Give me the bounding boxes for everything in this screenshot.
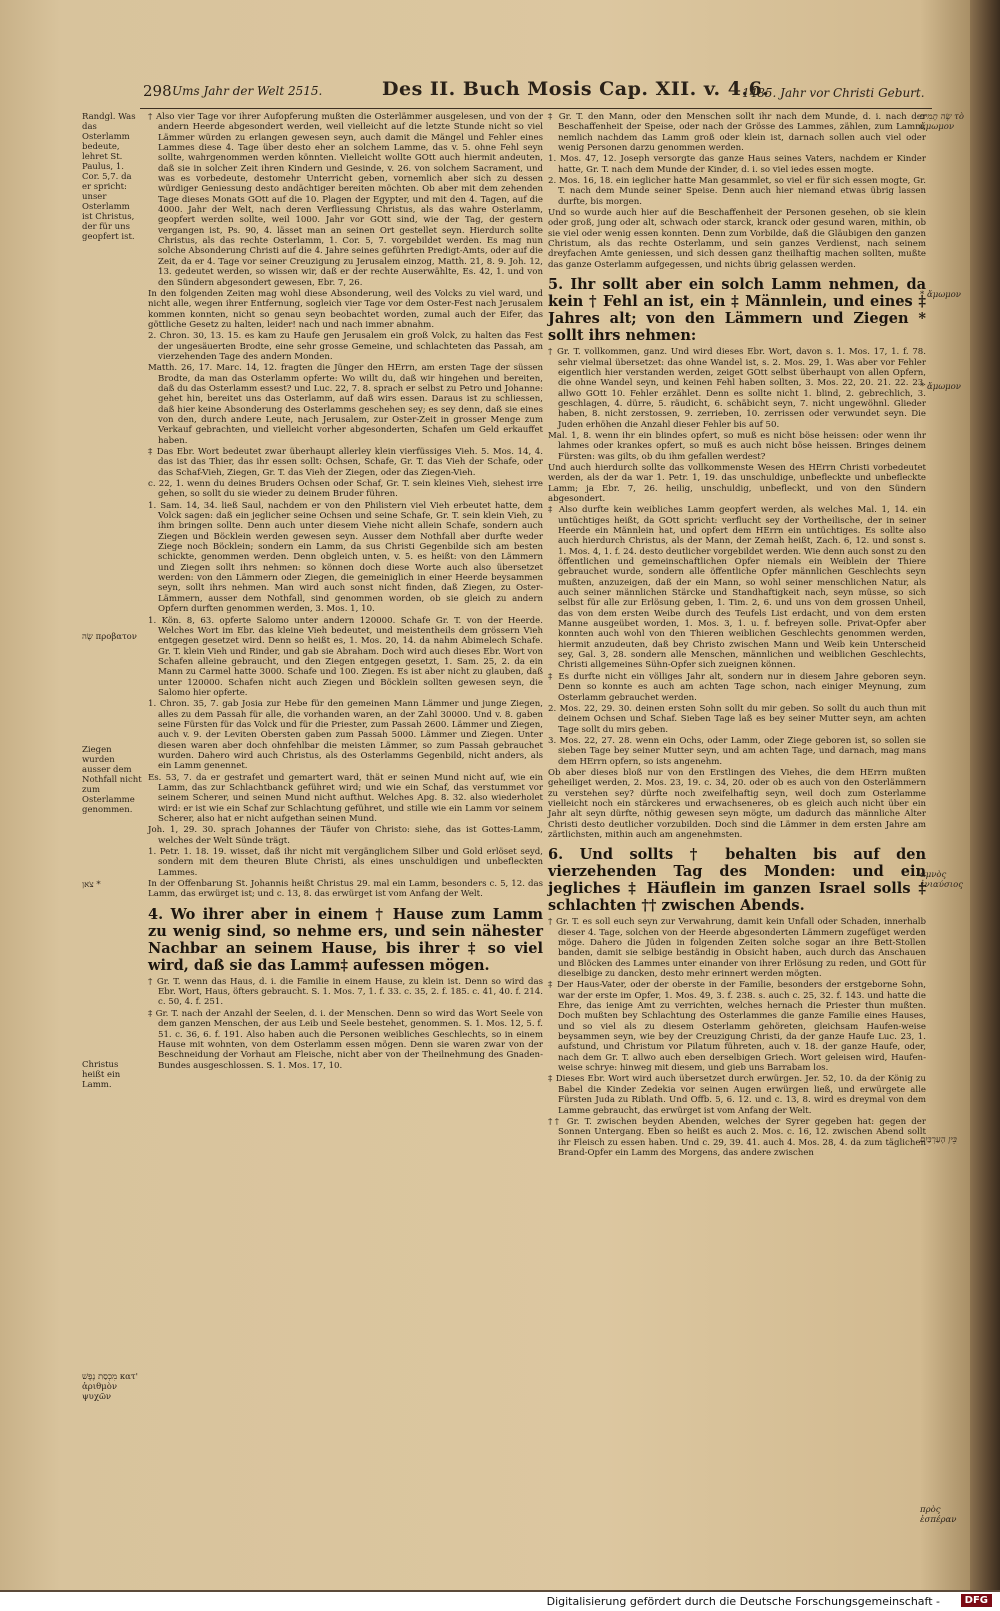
paragraph: † Also vier Tage vor ihrer Aufopferung mußten die Osterlämmer ausgelesen, und von der andern Heerde abgesondert werden, weil vielleicht auf die letzte Stunde nicht so viel Lämmer würden zu erlangen gewesen seyn, auch damit die Mängel und Fehler eines Lammes diese 4. Tage über desto eher an solchem Lamme, das v. 5. ohne Fehl seyn sollte, wahrgenommen werden könnten. Vielleicht wollte GOtt auch hiermit andeuten, daß sie in solcher Zeit ihren Kindern und Gesinde, v. 26. von solchem Sacrament, und was es vorbedeute, destomehr Unterricht geben, vornemlich aber sich zu dessen würdiger Geniessung desto andächtiger bereiten möchten. Ob aber mit dem zehenden Tage dieses Monats GOtt auf die 10. Plagen der Egypter, und mit den 4. Tagen, auf die 4000. Jahr der Welt, nach deren Verfliessung Christus, als das wahre Osterlamm, geopfert werden sollte, weil 1000. Jahr vor GOtt sind, wie der Tag, der gestern vergangen ist, Ps. 90, 4. lässet man an seinen Ort gestellet seyn. Hierdurch sollte Christus, als das rechte Osterlamm, 1. Cor. 5, 7. vorgebildet werden. Es mag nun solche Absonderung Christi auf die 4. Jahre seines geführten Predigt-Amts, oder auf die Zeit, da er 4. Tage vor seiner Creuzigung zu Jerusalem einzog, Matth. 21, 8. 9. Joh. 12, 13. gedeutet werden, so wissen wir, daß er der rechte Auserwählte, Es. 42, 1. und von den Sündern abgesondert gewesen, Ebr. 7, 26.: [148, 112, 543, 288]
digitization-footer: [0, 1592, 1000, 1611]
page-number: 298: [143, 82, 172, 100]
verse-heading: 6. Und sollts † behalten bis auf den vierzehenden Tag des Monden: und ein jegliches ‡ Häuflein im ganzen Israel solls ‡ schlachten †† zwischen Abends.: [548, 846, 926, 915]
margin-note-right: πρὸς ἑσπέραν: [920, 1505, 957, 1525]
paragraph: 1. Mos. 47, 12. Joseph versorgte das ganze Haus seines Vaters, nachdem er Kinder hatte, Gr. T. nach dem Munde der Kinder, d. i. so viel iedes essen mogte.: [548, 154, 926, 175]
paragraph: Es. 53, 7. da er gestrafet und gemartert ward, thät er seinen Mund nicht auf, wie ein Lamm, das zur Schlachtbanck geführet wird; und wie ein Schaf, das verstummet vor seinem Scherer, und seinen Mund nicht aufthut. Welches Apg. 8. 32. also wiederholet wird: er ist wie ein Schaf zur Schlachtung geführet, und stille wie ein Lamm vor seinem Scherer, also hat er nicht aufgethan seinen Mund.: [148, 772, 543, 825]
paragraph: ‡ Gr. T. den Mann, oder den Menschen sollt ihr nach dem Munde, d. i. nach der Beschaffenheit der Speise, oder nach der Grösse des Lammes, zählen, zum Lamm, nemlich nachdem das Lamm groß oder klein ist, darnach sollen auch viel oder wenig Personen darzu genommen werden.: [548, 112, 926, 154]
footer-text: Digitalisierung gefördert durch die Deutsche Forschungsgemeinschaft -: [546, 1595, 940, 1608]
paragraph: ‡ Gr. T. nach der Anzahl der Seelen, d. i. der Menschen. Denn so wird das Wort Seele von dem ganzen Menschen, der aus Leib und Seele bestehet, genommen. S. 1. Mos. 12, 5. f. 51. c. 36, 6. f. 191. Also haben auch die Personen weibliches Geschlechts, so in einem Hause mit wohnten, von dem Osterlamm essen mögen. Denn sie waren zwar von der Beschneidung der Vorhaut am Fleische, nicht aber von der Theilnehmung des Gnaden-Bundes ausgeschlossen. S. 1. Mos. 17, 10.: [148, 1008, 543, 1071]
paragraph: ‡ Das Ebr. Wort bedeutet zwar überhaupt allerley klein vierfüssiges Vieh. 5. Mos. 14, 4. das ist das Thier, das ihr essen sollt: Ochsen, Schafe, Gr. T. das Vieh der Schafe, oder das Schaf-Vieh, Ziegen, Gr. T. das Vieh der Ziegen, oder das Ziegen-Vieh.: [148, 447, 543, 478]
header-rule: [140, 108, 932, 109]
paragraph: 2. Mos. 16, 18. ein ieglicher hatte Man gesammlet, so viel er für sich essen mogte, Gr. T. nach dem Munde seiner Speise. Denn auch hier niemand etwas übrig lassen durfte, bis morgen.: [548, 176, 926, 207]
paragraph: In den folgenden Zeiten mag wohl diese Absonderung, weil des Volcks zu viel ward, und nicht alle, wegen ihrer Entfernung, sogleich vier Tage vor dem Oster-Fest nach Jerusalem kommen konnten, nicht so genau seyn beobachtet worden, zumal auch der Eifer, das göttliche Gesetz zu halten, leider! nach und nach immer abnahm.: [148, 288, 543, 330]
year-world: Ums Jahr der Welt 2515.: [172, 84, 323, 98]
paragraph: 2. Mos. 22, 29. 30. deinen ersten Sohn sollt du mir geben. So sollt du auch thun mit deinem Ochsen und Schaf. Sieben Tage laß es bey seiner Mutter seyn, am achten Tage sollt du mirs geben.: [548, 703, 926, 735]
paragraph: ‡ Es durfte nicht ein völliges Jahr alt, sondern nur in diesem Jahre geboren seyn. Denn so konnte es auch am achten Tage schon, nach einiger Meynung, zum Osterlamm gebrauchet werden.: [548, 671, 926, 703]
paragraph: † Gr. T. vollkommen, ganz. Und wird dieses Ebr. Wort, davon s. 1. Mos. 17, 1. f. 78. sehr vielmal übersetzet: das ohne Wandel ist, s. 2. Mos. 29, 1. Was aber vor Fehler eigentlich hier verstanden werden, zeiget GOtt selbst überhaupt von allen Opfern, die ohne Wandel seyn, und keinen Fehl haben sollten, 3. Mos. 22, 20. 21. 22. 23. allwo GOtt 10. Fehler erzählet. Denn es sollte nicht 1. blind, 2. gebrechlich, 3. geschlagen, 4. dürre, 5. räudicht, 6. schäbicht seyn, 7. nicht ungewöhnl. Glieder haben, 8. nicht zerstossen, 9. zerrieben, 10. zerrissen oder verwundet seyn. Die Juden erhöhen die Anzahl dieser Fehler bis auf 50.: [548, 347, 926, 430]
margin-note-left: Christus heißt ein Lamm.: [82, 1060, 121, 1090]
paragraph: ‡ Der Haus-Vater, oder der oberste in der Familie, besonders der erstgeborne Sohn, war der erste im Opfer, 1. Mos. 49, 3. f. 238. s. auch c. 25, 32. f. 143. und hatte die Ehre, das ienige Amt zu verrichten, welches hernach die Priester thun mußten. Doch mußten bey Schlachtung des Osterlammes die ganze Familie eines Hauses, und so viel als zu diesem Osterlamm gehöreten, gleichsam Haufen-weise beysammen seyn, wie bey der Creuzigung Christi, da der ganze Haufe Luc. 23, 1. aufstund, und Christum vor Pilatum führeten, auch v. 18. der ganze Haufe, oder, nach dem Gr. T. allwo auch eben derselbigen Griech. Wort geleisen wird, Haufen-weise schrye: hinweg mit diesem, und gieb uns Barrabam los.: [548, 980, 926, 1074]
margin-note-right: * ἄμωμον: [920, 382, 961, 392]
paragraph: ‡ Also durfte kein weibliches Lamm geopfert werden, als welches Mal. 1, 14. ein untüchtiges heißt, da GOtt spricht: verflucht sey der Vortheilische, der in seiner Heerde ein Männlein hat, und opfert dem HErrn ein untüchtiges. Es sollte also auch hierdurch Christus, als der Mann, der Zemah heißt, Zach. 6, 12. und sonst s. 1. Mos. 4, 1. f. 24. desto deutlicher vorgebildet werden. Wie denn auch sonst zu den öffentlichen und gemeinschaftlichen Opfer niemals ein Weiblein der Thiere gebrauchet wurde, sondern alle öffentliche Opfer männlichen Geschlechts seyn mußten, anzuzeigen, daß der ein Mann, so wohl seiner menschlichen Natur, als auch seiner männlichen Stärcke und Standhaftigkeit nach, seyn müsse, so sich selbst für alle zur Erlösung geben, 1. Tim. 2, 6. und uns von dem grossen Unheil, das von dem ersten Weibe durch des Teufels List erdacht, und von dem ersten Manne ausgeübet worden, 1. Mos. 3, 1. u. f. befreyen solle. Privat-Opfer aber konnten auch wohl von den Thieren weiblichen Geschlechts genommen werden, hiermit anzudeuten, daß bey Christo zwischen Mann und Weib kein Unterscheid sey, Gal. 3, 28. sondern alle Menschen, männlichen und weiblichen Geschlechts, Christi allgemeines Sühn-Opfer sich zueignen können.: [548, 505, 926, 671]
paragraph: Joh. 1, 29. 30. sprach Johannes der Täufer von Christo: siehe, das ist Gottes-Lamm, welches der Welt Sünde trägt.: [148, 825, 543, 846]
verse-heading: 4. Wo ihrer aber in einem † Hause zum Lamm zu wenig sind, so nehme ers, und sein nähester Nachbar an seinem Hause, bis ihrer ‡ so viel wird, daß sie das Lamm‡ aufessen mögen.: [148, 905, 543, 974]
verse-heading: 5. Ihr sollt aber ein solch Lamm nehmen, da kein † Fehl an ist, ein ‡ Männlein, und eines ‡ Jahres alt; von den Lämmern und Ziegen * sollt ihrs nehmen:: [548, 276, 926, 345]
paragraph: In der Offenbarung St. Johannis heißt Christus 29. mal ein Lamm, besonders c. 5, 12. das Lamm, das erwürget ist; und c. 13, 8. das erwürget ist vom Anfang der Welt.: [148, 879, 543, 900]
book-spine: [970, 0, 1000, 1590]
paragraph: 1. Kön. 8, 63. opferte Salomo unter andern 120000. Schafe Gr. T. von der Heerde. Welches Wort im Ebr. das kleine Vieh bedeutet, und meistentheils dem grössern Vieh entgegen gesetzet wird. Denn so heißt es, 1. Mos. 20, 14. da nahm Abimelech Schafe. Gr. T. klein Vieh und Rinder, und gab sie Abraham. Doch wird auch dieses Ebr. Wort von Schafen alleine gebraucht, und den Ziegen entgegen gesetzt, 1. Sam. 25, 2. da ein Mann zu Carmel hatte 3000. Schafe und 100. Ziegen. Es ist aber nicht zu glauben, daß unter 120000. Schafen nicht auch Ziegen und Böcklein sollten gewesen seyn, die Salomo hier opferte.: [148, 615, 543, 698]
margin-note-left: שֶׂה προβατον: [82, 632, 137, 642]
margin-note-right: ἀμνὸς ἐνιαύσιος: [920, 870, 963, 890]
paragraph: 3. Mos. 22, 27. 28. wenn ein Ochs, oder Lamm, oder Ziege geboren ist, so sollen sie sieben Tage bey seiner Mutter seyn, und am achten Tage, und darnach, mag mans dem HErrn opfern, so ists angenehm.: [548, 735, 926, 767]
margin-note-right: שֶׂה תָמִים τὸ ἄμωμον: [920, 112, 964, 132]
paragraph: Ob aber dieses bloß nur von den Erstlingen des Viehes, die dem HErrn mußten geheiliget werden, 2. Mos. 23, 19. c. 34, 20. oder ob es auch von den Osterlämmern zu verstehen sey? dürfte noch zweifelhaftig seyn, weil doch zum Osterlamme vielleicht noch ein stärckeres und erwachseneres, ob es gleich auch nicht über ein Jahr alt seyn dürfte, nöthig gewesen seyn mögte, um dadurch das männliche Alter Christi desto deutlicher vorzubilden. Doch sind die Lämmer in dem ersten Jahre am zärtlichsten, mithin auch am angenehmsten.: [548, 767, 926, 840]
paragraph: Mal. 1, 8. wenn ihr ein blindes opfert, so muß es nicht böse heissen: oder wenn ihr lahmes oder krankes opfert, so muß es auch nicht böse heissen. Bringes deinem Fürsten: was gilts, ob du ihm gefallen werdest?: [548, 430, 926, 462]
dfg-logo: DFG: [961, 1594, 992, 1607]
paragraph: †† Gr. T. zwischen beyden Abenden, welches der Syrer gegeben hat: gegen der Sonnen Untergang. Eben so heißt es auch 2. Mos. c. 16, 12. zwischen Abend sollt ihr Fleisch zu essen haben. Und c. 29, 39. 41. auch 4. Mos. 28, 4. da zum täglichen Brand-Opfer ein Lamm des Morgens, das andere zwischen: [548, 1116, 926, 1158]
paragraph: ‡ Dieses Ebr. Wort wird auch übersetzet durch erwürgen. Jer. 52, 10. da der König zu Babel die Kinder Zedekia vor seinen Augen erwürgen ließ, und erwürgete alle Fürsten Juda zu Riblath. Und Offb. 5, 6. 12. und c. 13, 8. wird es dreymal von dem Lamme gebraucht, das erwürget ist vom Anfang der Welt.: [548, 1074, 926, 1116]
paragraph: Und auch hierdurch sollte das vollkommenste Wesen des HErrn Christi vorbedeutet werden, als der da war 1. Petr. 1, 19. das unschuldige, unbefleckte und unbefleckte Lamm; ja Ebr. 7, 26. heilig, unschuldig, unbefleckt, und von den Sündern abgesondert.: [548, 462, 926, 504]
margin-note-right: בֵּין הָעַרְבַּיִם: [920, 1135, 957, 1145]
right-column: [548, 112, 926, 1159]
running-header: [0, 78, 1000, 108]
margin-note-right: * ἄμωμον: [920, 290, 961, 300]
paragraph: † Gr. T. wenn das Haus, d. i. die Familie in einem Hause, zu klein ist. Denn so wird das Ebr. Wort, Haus, öfters gebraucht. S. 1. Mos. 7, 1. f. 33. c. 35, 2. f. 185. c. 41, 40. f. 214. c. 50, 4. f. 251.: [148, 976, 543, 1008]
paragraph: 1. Sam. 14, 34. ließ Saul, nachdem er von den Philistern viel Vieh erbeutet hatte, dem Volck sagen: daß ein jeglicher seine Ochsen und seine Schafe, Gr. T. sein klein Vieh, zu ihm bringen sollte. Denn auch unter diesem Viehe nicht allein Schafe, sondern auch Ziegen und Böcklein werden gewesen seyn. Ausser dem Nothfall aber durfte weder Ziege noch Böcklein; sondern ein Lamm, da sus Christi Gegenbilde sich am besten schickte, genommen werden. Denn obgleich unten, v. 5. es heißt: von den Lämmern und Ziegen sollt ihrs nehmen: so können doch diese Worte auch also übersetzet werden: von den Lämmern oder Ziegen, die gemeiniglich in einer Heerde beysammen seyn, sollt ihrs nehmen. Man wird auch sonst nicht finden, daß Ziegen, zu Oster-Lämmern, ausser dem Nothfall, sind genommen worden, ob sie gleich zu andern Opfern durften genommen werden, 3. Mos. 1, 10.: [148, 500, 543, 615]
margin-note-left: Randgl. Was das Osterlamm bedeute, lehret St. Paulus, 1. Cor. 5,7. da er spricht: unser Osterlamm ist Christus, der für uns geopfert ist.: [82, 112, 136, 242]
margin-note-left: צֹאן *: [82, 880, 101, 890]
page-title: Des II. Buch Mosis Cap. XII. v. 4.6.: [382, 78, 770, 100]
paragraph: 2. Chron. 30, 13. 15. es kam zu Haufe gen Jerusalem ein groß Volck, zu halten das Fest der ungesäuerten Brodte, eine sehr grosse Gemeine, und schlachteten das Passah, am vierzehenden Tage des andern Monden.: [148, 331, 543, 362]
paragraph: c. 22, 1. wenn du deines Bruders Ochsen oder Schaf, Gr. T. sein kleines Vieh, siehest irre gehen, so sollt du sie wieder zu deinem Bruder führen.: [148, 479, 543, 500]
paragraph: Matth. 26, 17. Marc. 14, 12. fragten die Jünger den HErrn, am ersten Tage der süssen Brodte, da man das Osterlamm opferte: Wo willt du, daß wir hingehen und bereiten, daß du das Osterlamm essest? und Luc. 22, 7. 8. sprach er selbst zu Petro und Johanne: gehet hin, bereitet uns das Osterlamm, auf daß wirs essen. Daraus ist zu schliessen, daß hier keine Absonderung des Osterlamms geschehen sey; es sey denn, daß sie eines von den, durch andere Leute, nach Jerusalem, zur Oster-Zeit in grosser Menge zum Verkauf gebrachten, und vielleicht vorher abgesonderten, Schafen um Geld erkauffet haben.: [148, 363, 543, 446]
paragraph: † Gr. T. es soll euch seyn zur Verwahrung, damit kein Unfall oder Schaden, innerhalb dieser 4. Tage, solchen von der Heerde abgesonderten Lämmern zugefüget werden möge. Dahero die Jüden in folgenden Zeiten solche sogar an ihre Bett-Stollen banden, damit sie selbige beständig in Obsicht haben, auch durch das Anschauen und Blöcken des Lammes unter einander von ihrer Erlösung zu reden, und GOtt für dieselbige zu dancken, desto mehr erinnert werden mögten.: [548, 917, 926, 980]
margin-note-left: מִכְסַת נֶפֶשׁ κατ' ἀριθμὸν ψυχῶν: [82, 1372, 138, 1402]
year-christ: 1485. Jahr vor Christi Geburt.: [742, 86, 925, 100]
paragraph: Und so wurde auch hier auf die Beschaffenheit der Personen gesehen, ob sie klein oder groß, jung oder alt, schwach oder starck, kranck oder gesund waren, mithin, ob sie viel oder wenig essen konnten. Denn zum Vorbilde, daß die Gläubigen den ganzen Christum, als das rechte Osterlamm, und sein ganzes Verdienst, nach seinem dreyfachen Amte geniessen, und sich dessen ganz theilhaftig machen sollten, mußte das ganze Osterlamm aufgegessen, und nichts übrig gelassen werden.: [548, 208, 926, 270]
margin-note-left: Ziegen wurden ausser dem Nothfall nicht zum Osterlamme genommen.: [82, 745, 142, 815]
left-column: [148, 112, 543, 1072]
paragraph: 1. Petr. 1. 18. 19. wisset, daß ihr nicht mit vergänglichem Silber und Gold erlöset seyd, sondern mit dem theuren Blute Christi, als eines unschuldigen und unbefleckten Lammes.: [148, 847, 543, 878]
paragraph: 1. Chron. 35, 7. gab Josia zur Hebe für den gemeinen Mann Lämmer und junge Ziegen, alles zu dem Passah für alle, die vorhanden waren, an der Zahl 30000. Und v. 8. gaben seine Fürsten für das Volck und für die Priester, zum Passah 2600. Lämmer und Ziegen, auch v. 9. der Leviten Obersten gaben zum Passah 5000. Lämmer und Ziegen. Unter diesen waren aber doch ohnfehlbar die meisten Lämmer, so zum Passah gebrauchet wurden. Dahero wird auch Christus, als des Osterlamms Gegenbild, nicht anders, als ein Lamm genennet.: [148, 699, 543, 772]
